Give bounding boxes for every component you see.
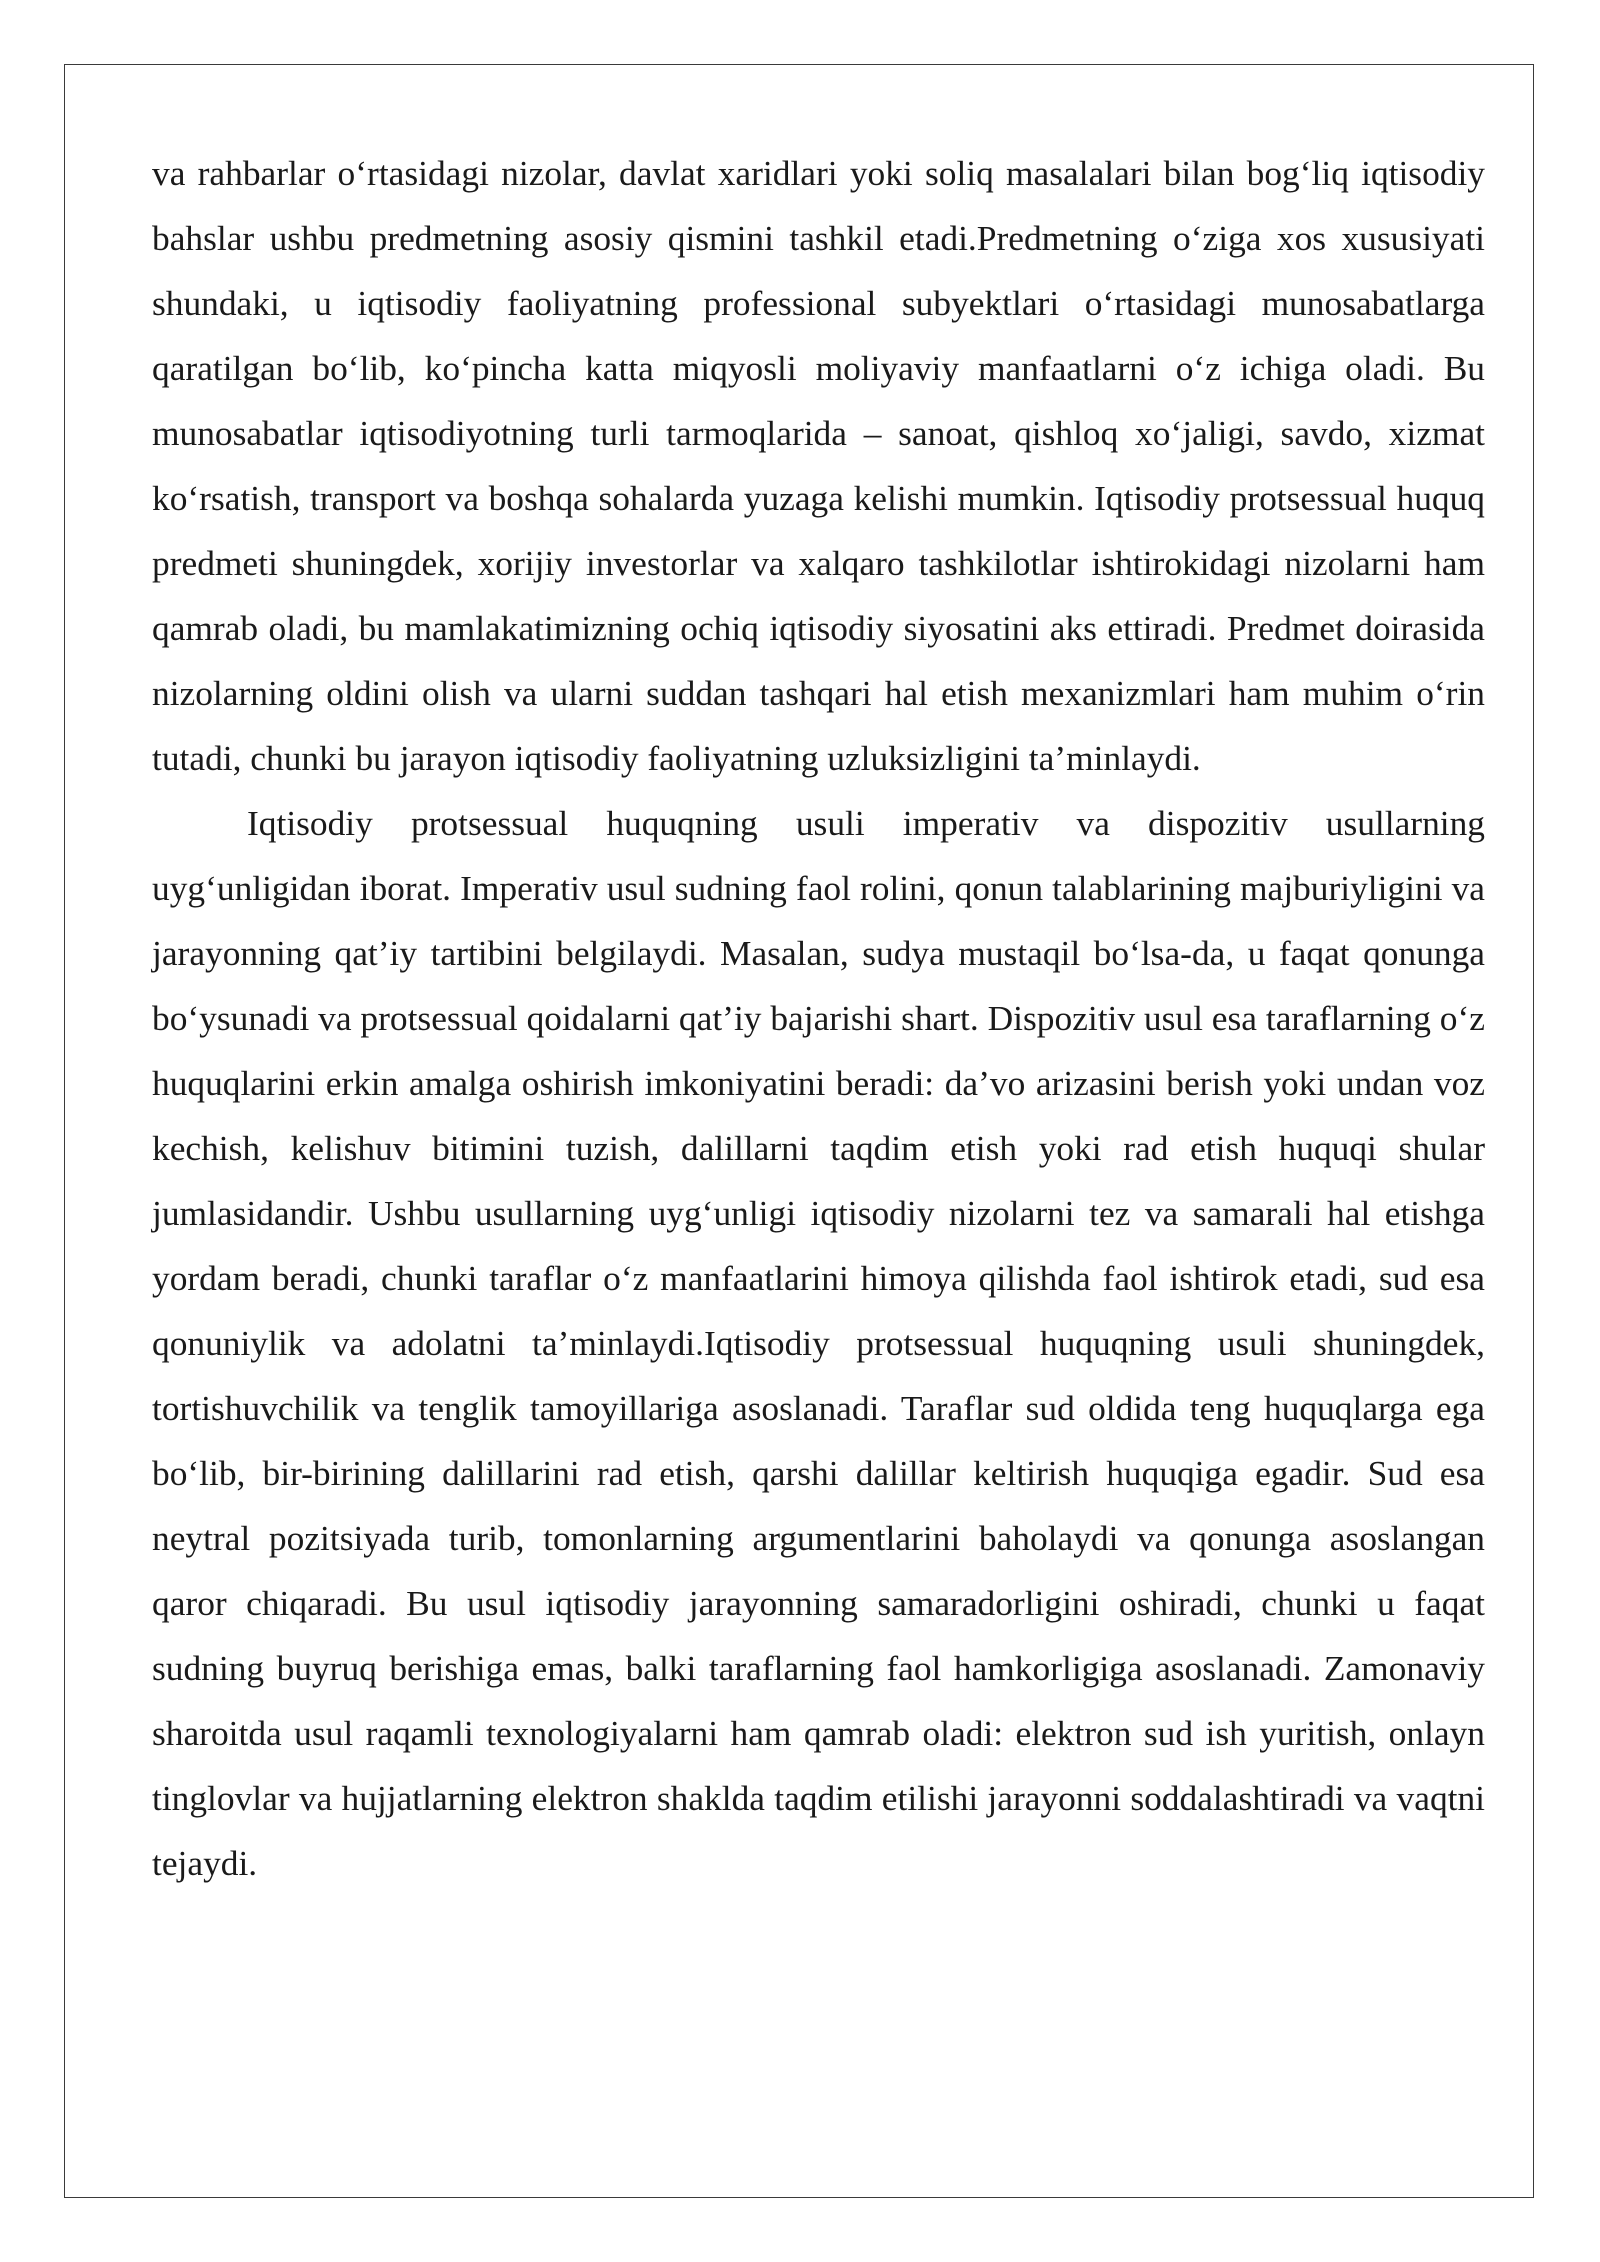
paragraph-continued: va rahbarlar o‘rtasidagi nizolar, davlat xaridlari yoki soliq masalalari bilan bog‘liq iqtisodiy bahslar ushbu predmetning asosiy qismini tashkil etadi.Predmetning o‘ziga xos xususiyati shundaki, u iqtisodiy faoliyatning professional subyektlari o‘rtasidagi munosabatlarga qaratilgan bo‘lib, ko‘pincha katta miqyosli moliyaviy manfaatlarni o‘z ichiga oladi. Bu munosabatlar iqtisodiyotning turli tarmoqlarida – sanoat, qishloq xo‘jaligi, savdo, xizmat ko‘rsatish, transport va boshqa sohalarda yuzaga kelishi mumkin. Iqtisodiy protsessual huquq predmeti shuningdek, xorijiy investorlar va xalqaro tashkilotlar ishtirokidagi nizolarni ham qamrab oladi, bu mamlakatimizning ochiq iqtisodiy siyosatini aks ettiradi. Predmet doirasida nizolarning oldini olish va ularni suddan tashqari hal etish mexanizmlari ham muhim o‘rin tutadi, chunki bu jarayon iqtisodiy faoliyatning uzluksizligini ta’minlaydi. — [152, 153, 1485, 778]
document-body — [152, 141, 1485, 1896]
paragraph-method: Iqtisodiy protsessual huquqning usuli imperativ va dispozitiv usullarning uyg‘unligidan iborat. Imperativ usul sudning faol rolini, qonun talablarining majburiyligini va jarayonning qat’iy tartibini belgilaydi. Masalan, sudya mustaqil bo‘lsa-da, u faqat qonunga bo‘ysunadi va protsessual qoidalarni qat’iy bajarishi shart. Dispozitiv usul esa taraflarning o‘z huquqlarini erkin amalga oshirish imkoniyatini beradi: da’vo arizasini berish yoki undan voz kechish, kelishuv bitimini tuzish, dalillarni taqdim etish yoki rad etish huquqi shular jumlasidandir. Ushbu usullarning uyg‘unligi iqtisodiy nizolarni tez va samarali hal etishga yordam beradi, chunki taraflar o‘z manfaatlarini himoya qilishda faol ishtirok etadi, sud esa qonuniylik va adolatni ta’minlaydi.Iqtisodiy protsessual huquqning usuli shuningdek, tortishuvchilik va tenglik tamoyillariga asoslanadi. Taraflar sud oldida teng huquqlarga ega bo‘lib, bir-birining dalillarini rad etish, qarshi dalillar keltirish huquqiga egadir. Sud esa neytral pozitsiyada turib, tomonlarning argumentlarini baholaydi va qonunga asoslangan qaror chiqaradi. Bu usul iqtisodiy jarayonning samaradorligini oshiradi, chunki u faqat sudning buyruq berishiga emas, balki taraflarning faol hamkorligiga asoslanadi. Zamonaviy sharoitda usul raqamli texnologiyalarni ham qamrab oladi: elektron sud ish yuritish, onlayn tinglovlar va hujjatlarning elektron shaklda taqdim etilishi jarayonni soddalashtiradi va vaqtni tejaydi. — [152, 803, 1485, 1883]
